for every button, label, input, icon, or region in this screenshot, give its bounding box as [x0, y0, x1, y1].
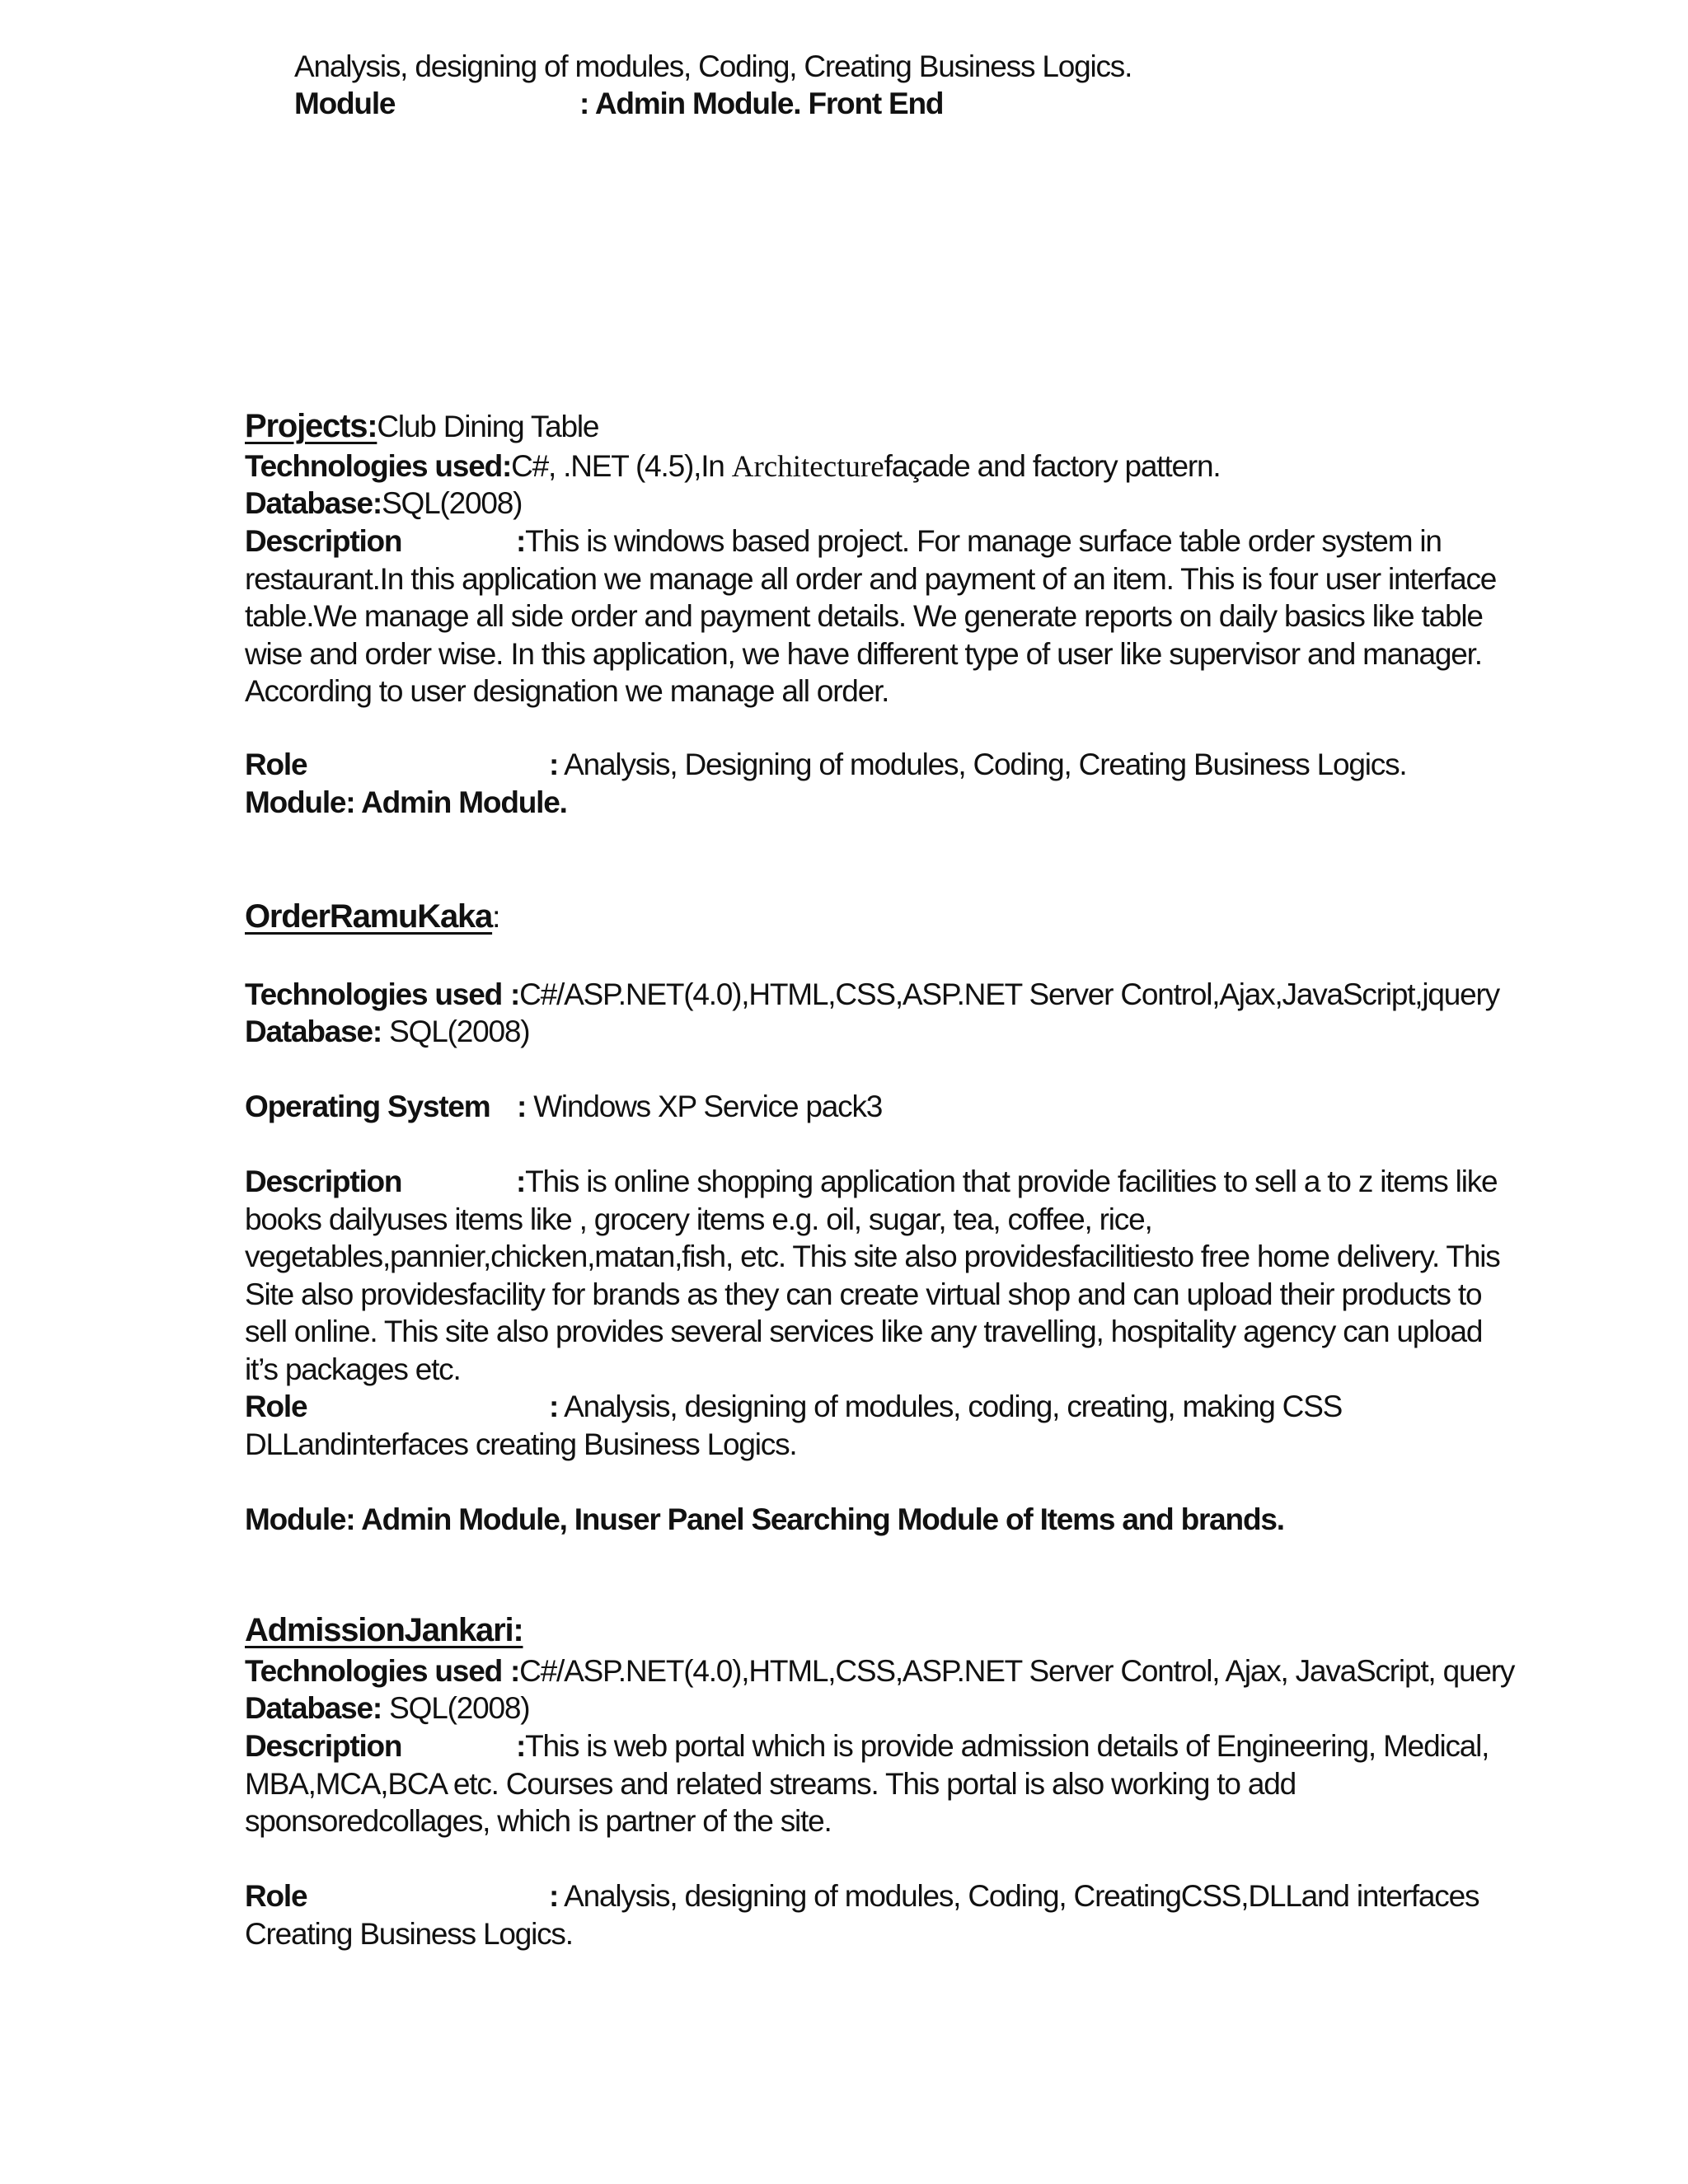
- admission-role-value: Analysis, designing of modules, Coding, CreatingCSS,DLLand interfaces Creating Business Logics.: [245, 1879, 1479, 1951]
- top-role-text: [294, 48, 1132, 86]
- ramukaka-role: [245, 1388, 1518, 1463]
- club-project-title: Club Dining Table: [377, 410, 599, 443]
- admission-heading: [245, 1611, 523, 1650]
- admission-tech-colon: :: [509, 1654, 520, 1688]
- top-module-label: Module: [294, 87, 396, 120]
- ramukaka-module-value: Module: Admin Module, Inuser Panel Searching Module of Items and brands.: [245, 1502, 1284, 1536]
- club-tech-line: [245, 448, 1220, 486]
- ramukaka-tech-label: Technologies used: [245, 977, 502, 1011]
- ramukaka-role-colon: :: [549, 1390, 559, 1423]
- top-role-value: Analysis, designing of modules, Coding, Creating Business Logics.: [294, 49, 1132, 83]
- ramukaka-db-line: [245, 1013, 529, 1051]
- ramukaka-heading: [245, 898, 499, 936]
- admission-tech-line: [245, 1652, 1514, 1690]
- admission-desc-text: This is web portal which is provide admission details of Engineering, Medical, MBA,MCA,BCA etc. Courses and related streams. This portal is also working to add sponsoredcollages, which is partner of the site.: [245, 1729, 1489, 1838]
- ramukaka-tech-value: C#/ASP.NET(4.0),HTML,CSS,ASP.NET Server Control,Ajax,JavaScript,jquery: [519, 977, 1499, 1011]
- club-project-heading: [245, 407, 598, 446]
- admission-db-label: Database:: [245, 1691, 382, 1725]
- club-desc-colon: :: [516, 524, 526, 558]
- club-db-line: [245, 485, 522, 523]
- club-tech-value-arch: Architecture: [731, 450, 884, 484]
- ramukaka-desc-text: This is online shopping application that provide facilities to sell a to z items like books dailyuses items like , grocery items e.g. oil, sugar, tea, coffee, rice, vegetables,pannier,chicken,matan,fish, etc. This site also providesfacilitiesto free home delivery. This Site also providesfacility for brands as they can create virtual shop and can upload their products to sell online. This site also provides several services like any travelling, hospitality agency can upload it’s packages etc.: [245, 1165, 1500, 1386]
- club-description: [245, 523, 1518, 710]
- top-module-line: [294, 85, 943, 123]
- admission-description: [245, 1727, 1518, 1840]
- club-role-value: Analysis, Designing of modules, Coding, Creating Business Logics.: [558, 748, 1407, 781]
- admission-role-label: Role: [245, 1879, 307, 1913]
- ramukaka-desc-label: Description: [245, 1165, 402, 1198]
- admission-tech-label: Technologies used: [245, 1654, 502, 1688]
- club-role-colon: :: [549, 748, 559, 781]
- club-desc-text: This is windows based project. For manage surface table order system in restaurant.In this application we manage all order and payment of an item. This is four user interface table.We manage all side order and payment details. We generate reports on daily basics like table wise and order wise. In this application, we have different type of user like supervisor and manager. According to user designation we manage all order.: [245, 524, 1497, 708]
- admission-tech-value: C#/ASP.NET(4.0),HTML,CSS,ASP.NET Server Control, Ajax, JavaScript, query: [519, 1654, 1515, 1688]
- top-module-value: : Admin Module. Front End: [579, 87, 944, 120]
- ramukaka-module-line: [245, 1501, 1284, 1539]
- ramukaka-role-label: Role: [245, 1390, 307, 1423]
- ramukaka-tech-line: [245, 976, 1499, 1014]
- club-desc-label: Description: [245, 524, 402, 558]
- club-db-label: Database:: [245, 486, 382, 520]
- club-role-line: [245, 746, 1406, 784]
- club-tech-value-b: façade and factory pattern.: [884, 449, 1221, 483]
- ramukaka-title: OrderRamuKaka: [245, 898, 493, 935]
- admission-db-line: [245, 1690, 529, 1727]
- club-db-value: SQL(2008): [382, 486, 523, 520]
- ramukaka-os-label: Operating System: [245, 1090, 490, 1123]
- ramukaka-title-colon: :: [492, 900, 500, 934]
- ramukaka-description: [245, 1163, 1518, 1388]
- ramukaka-tech-colon: :: [509, 977, 520, 1011]
- admission-title: AdmissionJankari:: [245, 1612, 523, 1648]
- ramukaka-role-value: Analysis, designing of modules, coding, creating, making CSS DLLandinterfaces creating Business Logics.: [245, 1390, 1343, 1461]
- club-module-line: [245, 784, 567, 822]
- ramukaka-os-colon: :: [517, 1090, 527, 1123]
- ramukaka-os-line: [245, 1088, 882, 1126]
- club-role-label: Role: [245, 748, 307, 781]
- projects-label: Projects:: [245, 408, 377, 444]
- ramukaka-db-value: SQL(2008): [382, 1015, 530, 1048]
- ramukaka-db-label: Database:: [245, 1015, 382, 1048]
- admission-role-colon: :: [549, 1879, 559, 1913]
- club-tech-value-a: C#, .NET (4.5),In: [511, 449, 732, 483]
- admission-db-value: SQL(2008): [382, 1691, 530, 1725]
- club-module-value: Module: Admin Module.: [245, 785, 567, 819]
- ramukaka-os-value: Windows XP Service pack3: [526, 1090, 883, 1123]
- admission-desc-label: Description: [245, 1729, 402, 1763]
- admission-role: [245, 1877, 1518, 1952]
- admission-desc-colon: :: [516, 1729, 526, 1763]
- club-tech-label: Technologies used:: [245, 449, 512, 483]
- ramukaka-desc-colon: :: [516, 1165, 526, 1198]
